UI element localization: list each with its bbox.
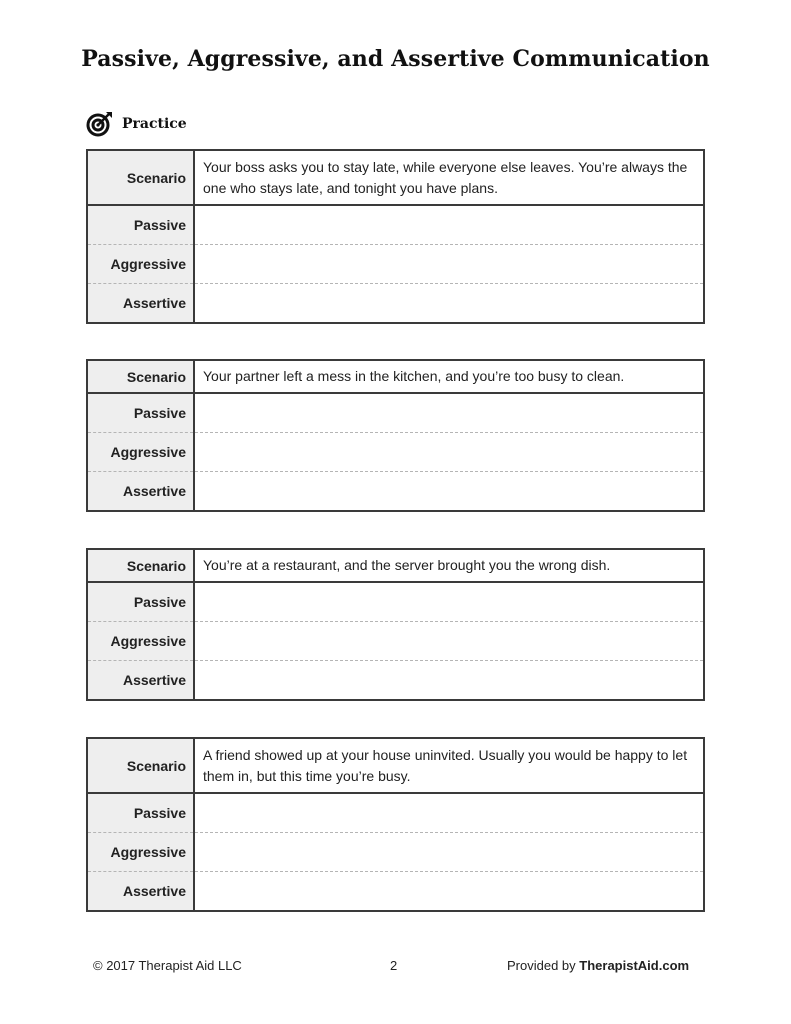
aggressive-label: Aggressive [87, 433, 194, 472]
practice-table-4 [86, 737, 705, 912]
scenario-text: You’re at a restaurant, and the server brought you the wrong dish. [194, 549, 704, 582]
section-label: Practice [122, 116, 187, 132]
aggressive-label: Aggressive [87, 622, 194, 661]
scenario-label: Scenario [87, 150, 194, 205]
aggressive-label: Aggressive [87, 245, 194, 284]
passive-answer-field[interactable] [194, 393, 704, 433]
target-icon [86, 110, 114, 138]
practice-table-3 [86, 548, 705, 701]
scenario-text: A friend showed up at your house uninvited. Usually you would be happy to let them in, but this time you’re busy. [194, 738, 704, 793]
footer-copyright: © 2017 Therapist Aid LLC [93, 958, 242, 973]
assertive-label: Assertive [87, 472, 194, 512]
scenario-text: Your boss asks you to stay late, while everyone else leaves. You’re always the one who stays late, and tonight you have plans. [194, 150, 704, 205]
practice-table-1 [86, 149, 705, 324]
assertive-answer-field[interactable] [194, 661, 704, 701]
assertive-answer-field[interactable] [194, 872, 704, 912]
assertive-label: Assertive [87, 284, 194, 324]
passive-answer-field[interactable] [194, 793, 704, 833]
assertive-label: Assertive [87, 661, 194, 701]
passive-label: Passive [87, 582, 194, 622]
practice-table-2 [86, 359, 705, 512]
scenario-label: Scenario [87, 360, 194, 393]
assertive-answer-field[interactable] [194, 284, 704, 324]
passive-answer-field[interactable] [194, 582, 704, 622]
aggressive-answer-field[interactable] [194, 433, 704, 472]
passive-label: Passive [87, 393, 194, 433]
assertive-answer-field[interactable] [194, 472, 704, 512]
footer-provided-by [507, 958, 689, 973]
practice-section-header [86, 110, 187, 138]
aggressive-answer-field[interactable] [194, 622, 704, 661]
passive-label: Passive [87, 205, 194, 245]
scenario-text: Your partner left a mess in the kitchen, and you’re too busy to clean. [194, 360, 704, 393]
scenario-label: Scenario [87, 549, 194, 582]
aggressive-label: Aggressive [87, 833, 194, 872]
page-title: Passive, Aggressive, and Assertive Communication [81, 46, 710, 72]
aggressive-answer-field[interactable] [194, 245, 704, 284]
passive-answer-field[interactable] [194, 205, 704, 245]
footer-brand-link[interactable]: TherapistAid.com [579, 958, 690, 973]
assertive-label: Assertive [87, 872, 194, 912]
footer-provided-by-text: Provided by [507, 958, 576, 973]
passive-label: Passive [87, 793, 194, 833]
aggressive-answer-field[interactable] [194, 833, 704, 872]
scenario-label: Scenario [87, 738, 194, 793]
footer-page-number: 2 [390, 958, 398, 973]
